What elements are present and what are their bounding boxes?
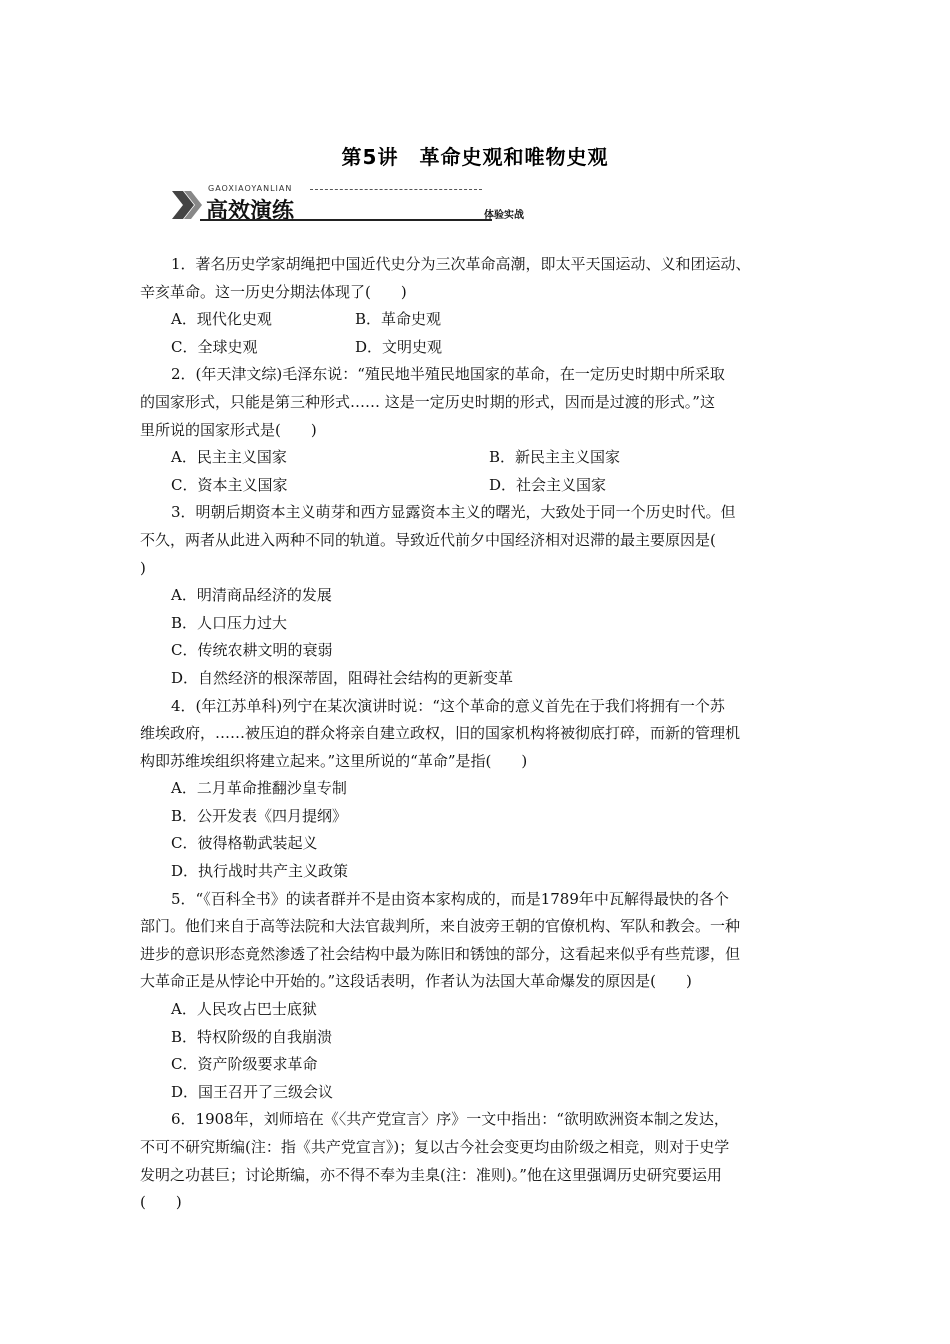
q4-option-b: B．公开发表《四月提纲》 (171, 806, 348, 825)
question-1-stem: 1．著名历史学家胡绳把中国近代史分为三次革命高潮，即太平天国运动、义和团运动、 (171, 255, 751, 273)
q4-option-c: C．彼得格勒武装起义 (171, 834, 318, 853)
question-1-options-row2 (140, 334, 812, 362)
section-banner (170, 182, 524, 224)
double-chevron-icon (170, 188, 204, 222)
question-2-options-row1 (140, 444, 812, 472)
question-2-stem-cont: 里所说的国家形式是( ) (140, 420, 317, 439)
question-5-stem-cont: 部门。他们来自于高等法院和大法官裁判所，来自波旁王朝的官僚机构、军队和教会。一种 (140, 917, 741, 936)
question-1-options-row1 (140, 306, 812, 334)
q2-option-a: A．民主主义国家 (171, 448, 287, 467)
question-5-stem-cont: 大革命正是从悖论中开始的。”这段话表明，作者认为法国大革命爆发的原因是( ) (140, 972, 692, 991)
question-3-stem: 3．明朝后期资本主义萌芽和西方显露资本主义的曙光，大致处于同一个历史时代。但 (171, 503, 736, 522)
q4-option-d: D．执行战时共产主义政策 (171, 862, 349, 881)
q1-option-d: D．文明史观 (355, 337, 443, 356)
banner-heading: 高效演练 (206, 199, 295, 224)
question-4-stem: 4．(年江苏单科)列宁在某次演讲时说：“这个革命的意义首先在于我们将拥有一个苏 (171, 696, 725, 715)
banner-pinyin: GAOXIAOYANLIAN (208, 184, 293, 193)
banner-dashed-rule (310, 189, 482, 190)
question-5-stem-cont: 进步的意识形态竟然渗透了社会结构中最为陈旧和锈蚀的部分，这看起来似乎有些荒谬，但 (140, 944, 741, 963)
question-6-stem-cont: 发明之功甚巨；讨论斯编，亦不得不奉为圭臬(注：准则)。”他在这里强调历史研究要运用 (140, 1165, 722, 1184)
q3-option-d: D．自然经济的根深蒂固，阻碍社会结构的更新变革 (171, 668, 514, 687)
q3-option-b: B．人口压力过大 (171, 613, 288, 632)
q5-option-d: D．国王召开了三级会议 (171, 1082, 334, 1101)
question-2-stem: 2．(年天津文综)毛泽东说：“殖民地半殖民地国家的革命，在一定历史时期中所采取 (171, 365, 725, 384)
q2-option-c: C．资本主义国家 (171, 475, 288, 494)
banner-underline (200, 219, 492, 221)
question-6-stem-cont: ( ) (140, 1193, 182, 1212)
question-6-stem-cont: 不可不研究斯编(注：指《共产党宣言》)；复以古今社会变更均由阶级之相竞，则对于史学 (140, 1138, 730, 1156)
question-5-stem: 5．“《百科全书》的读者群并不是由资本家构成的，而是1789年中瓦解得最快的各个 (171, 889, 729, 908)
q2-option-d: D．社会主义国家 (489, 475, 607, 494)
question-3-stem-cont: ) (140, 558, 146, 577)
q3-option-c: C．传统农耕文明的衰弱 (171, 641, 333, 660)
q4-option-a: A．二月革命推翻沙皇专制 (171, 779, 347, 798)
question-2-options-row2 (140, 472, 812, 500)
q1-option-a: A．现代化史观 (171, 310, 272, 329)
q5-option-c: C．资产阶级要求革命 (171, 1055, 318, 1074)
question-1-stem-cont: 辛亥革命。这一历史分期法体现了( ) (140, 282, 407, 301)
question-4-stem-cont: 构即苏维埃组织将建立起来。”这里所说的“革命”是指( ) (140, 751, 528, 770)
q5-option-a: A．人民攻占巴士底狱 (171, 1000, 317, 1019)
q3-option-a: A．明清商品经济的发展 (171, 586, 332, 605)
q1-option-b: B．革命史观 (355, 310, 442, 329)
question-2-stem-cont: 的国家形式，只能是第三种形式…… 这是一定历史时期的形式，因而是过渡的形式。”这 (140, 392, 715, 411)
question-list (140, 251, 812, 1217)
banner-subheading: 体验实战 (484, 210, 524, 221)
q2-option-b: B．新民主主义国家 (489, 448, 621, 467)
question-6-stem: 6．1908年，刘师培在《〈共产党宣言〉序》一文中指出：“欲明欧洲资本制之发达， (171, 1110, 729, 1129)
question-4-stem-cont: 维埃政府，……被压迫的群众将亲自建立政权，旧的国家机构将被彻底打碎，而新的管理机 (140, 724, 741, 743)
question-3-stem-cont: 不久，两者从此进入两种不同的轨道。导致近代前夕中国经济相对迟滞的最主要原因是( (140, 530, 716, 549)
q1-option-c: C．全球史观 (171, 337, 258, 356)
q5-option-b: B．特权阶级的自我崩溃 (171, 1027, 333, 1046)
page-title: 第5讲 革命史观和唯物史观 (341, 145, 609, 169)
